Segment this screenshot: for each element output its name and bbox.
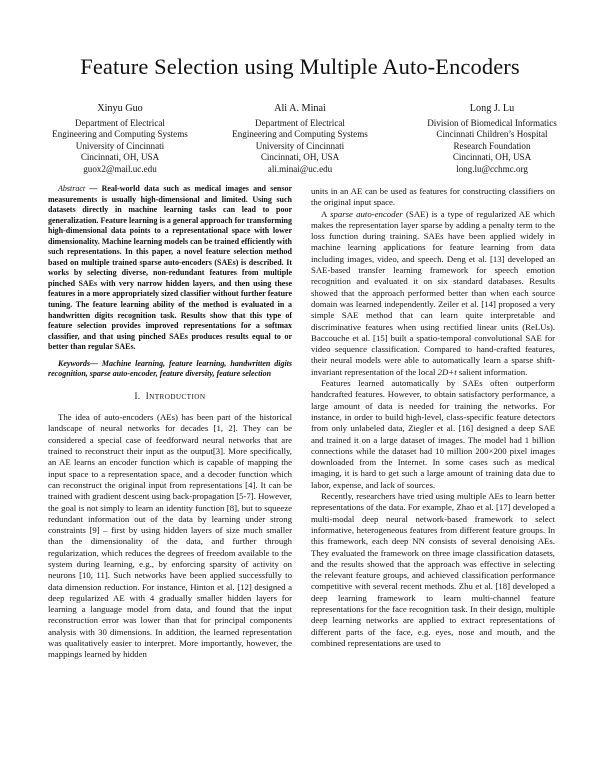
author-block — [32, 103, 572, 183]
author-card — [392, 103, 592, 176]
text-run: A — [321, 208, 331, 219]
abstract — [48, 184, 292, 353]
body-paragraph: The idea of auto-encoders (AEs) has been part of the historical landscape of neural networks for decades [1, 2]. They can be considered a special case of feedforward neural networks that are trained to reconstruct their input as the output[3]. More specifically, an AE learns an encoder function which is capable of mapping the input space to a representation space, and a decoder function which can reconstruct the original input from representations [4]. It can be trained with gradient descent using back-propagation [5-7]. However, the goal is not simply to learn an identity function [8], but to squeeze redundant information out of the data by learning under strong constraints [9] – first by using hidden layers of size much smaller than the dimensionality of the data, and further through regularization, which reduces the degrees of freedom available to the system during learning, e.g., by enforcing sparsity of activity on neurons [10, 11]. Such networks have been applied successfully to data dimension reduction. For instance, Hinton et al. [12] designed a deep regularized AE with 4 gradually smaller hidden layers for learning a language model from data, and found that the input reconstruction error was lower than that for principal components analysis with 30 dimensions. In addition, the learned representation was qualitatively easier to interpret. More importantly, however, the mappings learned by hidden — [48, 412, 292, 660]
text-run: (SAE) is a type of regularized AE which makes the representation layer sparse by adding a penalty term to the loss function during training. SAEs have been applied widely in machine learning applications for feature learning from data including images, video, and speech. Deng et al. [13] developed an SAE-based transfer learning framework for speech emotion recognition and evaluated it on six standard databases. Results showed that the approach performed better than when each source domain was learned independently. Zeiler et al. [14] proposed a very simple SAE method that can learn quite interpretable and discriminative features when using rectified linear units (ReLUs). Baccouche et al. [15] built a spatio-temporal convolutional SAE for video sequence classification. Compared to hand-crafted features, their neural models were able to automatically learn a sparse shift-invariant representation of the local — [311, 208, 555, 377]
author-affiliation-line: Department of Electrical — [255, 117, 345, 128]
keywords — [48, 359, 292, 380]
author-affiliation-line: University of Cincinnati — [255, 140, 345, 151]
author-name: Xinyu Guo — [97, 103, 143, 114]
author-email: ali.minai@uc.edu — [267, 163, 333, 174]
abstract-label: Abstract — [58, 184, 86, 193]
emphasis-term: sparse auto-encoder — [330, 208, 403, 219]
author-affiliation-line: Engineering and Computing Systems — [52, 129, 188, 140]
author-name: Ali A. Minai — [274, 103, 326, 114]
author-location: Cincinnati, OH, USA — [452, 152, 532, 163]
author-location: Cincinnati, OH, USA — [260, 152, 340, 163]
author-affiliation-line: Cincinnati Children’s Hospital — [436, 129, 548, 140]
author-email: long.lu@cchmc.org — [456, 163, 528, 174]
author-email: guox2@mail.uc.edu — [83, 163, 157, 174]
author-affiliation-line: Engineering and Computing Systems — [232, 129, 368, 140]
abstract-text: Real-world data such as medical images and sensor measurements is usually high-dimensional and limited. Using such datasets directly in machine learning tasks can lead to poor generalization. Feature learning is a general approach for transforming high-dimensional data points to a representational space with lower dimensionality. Machine learning models can be trained efficiently with such representations. In this paper, a novel feature selection method based on multiple trained sparse auto-encoders (SAEs) is described. It works by selecting diverse, non-redundant features from multiple pinched SAEs with very narrow hidden layers, and then using these features in a more appropriately sized classifier without further feature tuning. The feature learning ability of the method is evaluated in a handwritten digits recognition task. Results show that this type of feature selection provides improved representations for a softmax classifier, and that using pinched SAEs produces results equal to or better than regular SAEs. — [48, 184, 293, 352]
paper-title: Feature Selection using Multiple Auto-Encoders — [80, 54, 520, 79]
author-affiliation-line: Department of Electrical — [75, 117, 165, 128]
author-card — [200, 103, 400, 176]
author-card — [20, 103, 220, 176]
author-location: Cincinnati, OH, USA — [80, 152, 160, 163]
author-name: Long J. Lu — [469, 103, 515, 114]
author-affiliation-line: Division of Biomedical Informatics — [427, 117, 557, 128]
section-title-rest: NTRODUCTION — [149, 392, 206, 401]
author-affiliation-line: Research Foundation — [453, 140, 531, 151]
emphasis-math: 2D+t — [437, 366, 457, 377]
text-run: salient information. — [456, 366, 528, 377]
keywords-text: — Machine learning, feature learning, handwritten digits recognition, sparse auto-encoder, feature diversity, feature selection — [48, 358, 292, 379]
author-affiliation-line: University of Cincinnati — [75, 140, 165, 151]
body-paragraph-continued: units in an AE can be used as features for constructing classifiers on the original input space. — [311, 186, 555, 208]
left-column — [48, 184, 292, 661]
section-title-cap: I — [145, 390, 150, 401]
abstract-dash: — — [85, 184, 102, 193]
body-paragraph — [311, 209, 555, 378]
section-heading — [48, 391, 292, 403]
right-column — [311, 186, 555, 649]
section-number: I. — [134, 390, 141, 401]
body-paragraph: Features learned automatically by SAEs often outperform handcrafted features. However, to obtain satisfactory performance, a large amount of data is needed for training the networks. For instance, in order to build high-level, class-specific feature detectors from only unlabeled data, Ziegler et al. [16] designed a deep SAE and trained it on a large dataset of images. The model had 1 billion connections while the dataset had 10 million 200×200 pixel images downloaded from the Internet. In some cases such as medical imaging, it is hard to get such a large amount of training data due to labor, expense, and lack of sources. — [311, 378, 555, 490]
body-paragraph: Recently, researchers have tried using multiple AEs to learn better representations of the data. For example, Zhao et al. [17] developed a multi-modal deep neural network-based framework to select informative, heterogeneous features from different feature groups. In this framework, each deep NN consists of several denoising AEs. They evaluated the framework on three image classification datasets, and the results showed that the approach was effective in selecting the relevant feature groups, and achieved classification performance competitive with several recent methods. Zhu et al. [18] developed a deep learning framework to learn multi-channel feature representations for the face recognition task. In their design, multiple deep learning networks are applied to extract representations of different parts of the face, e.g. eyes, nose and mouth, and the combined representations are used to — [311, 491, 555, 648]
keywords-label: Keywords — [58, 358, 90, 368]
